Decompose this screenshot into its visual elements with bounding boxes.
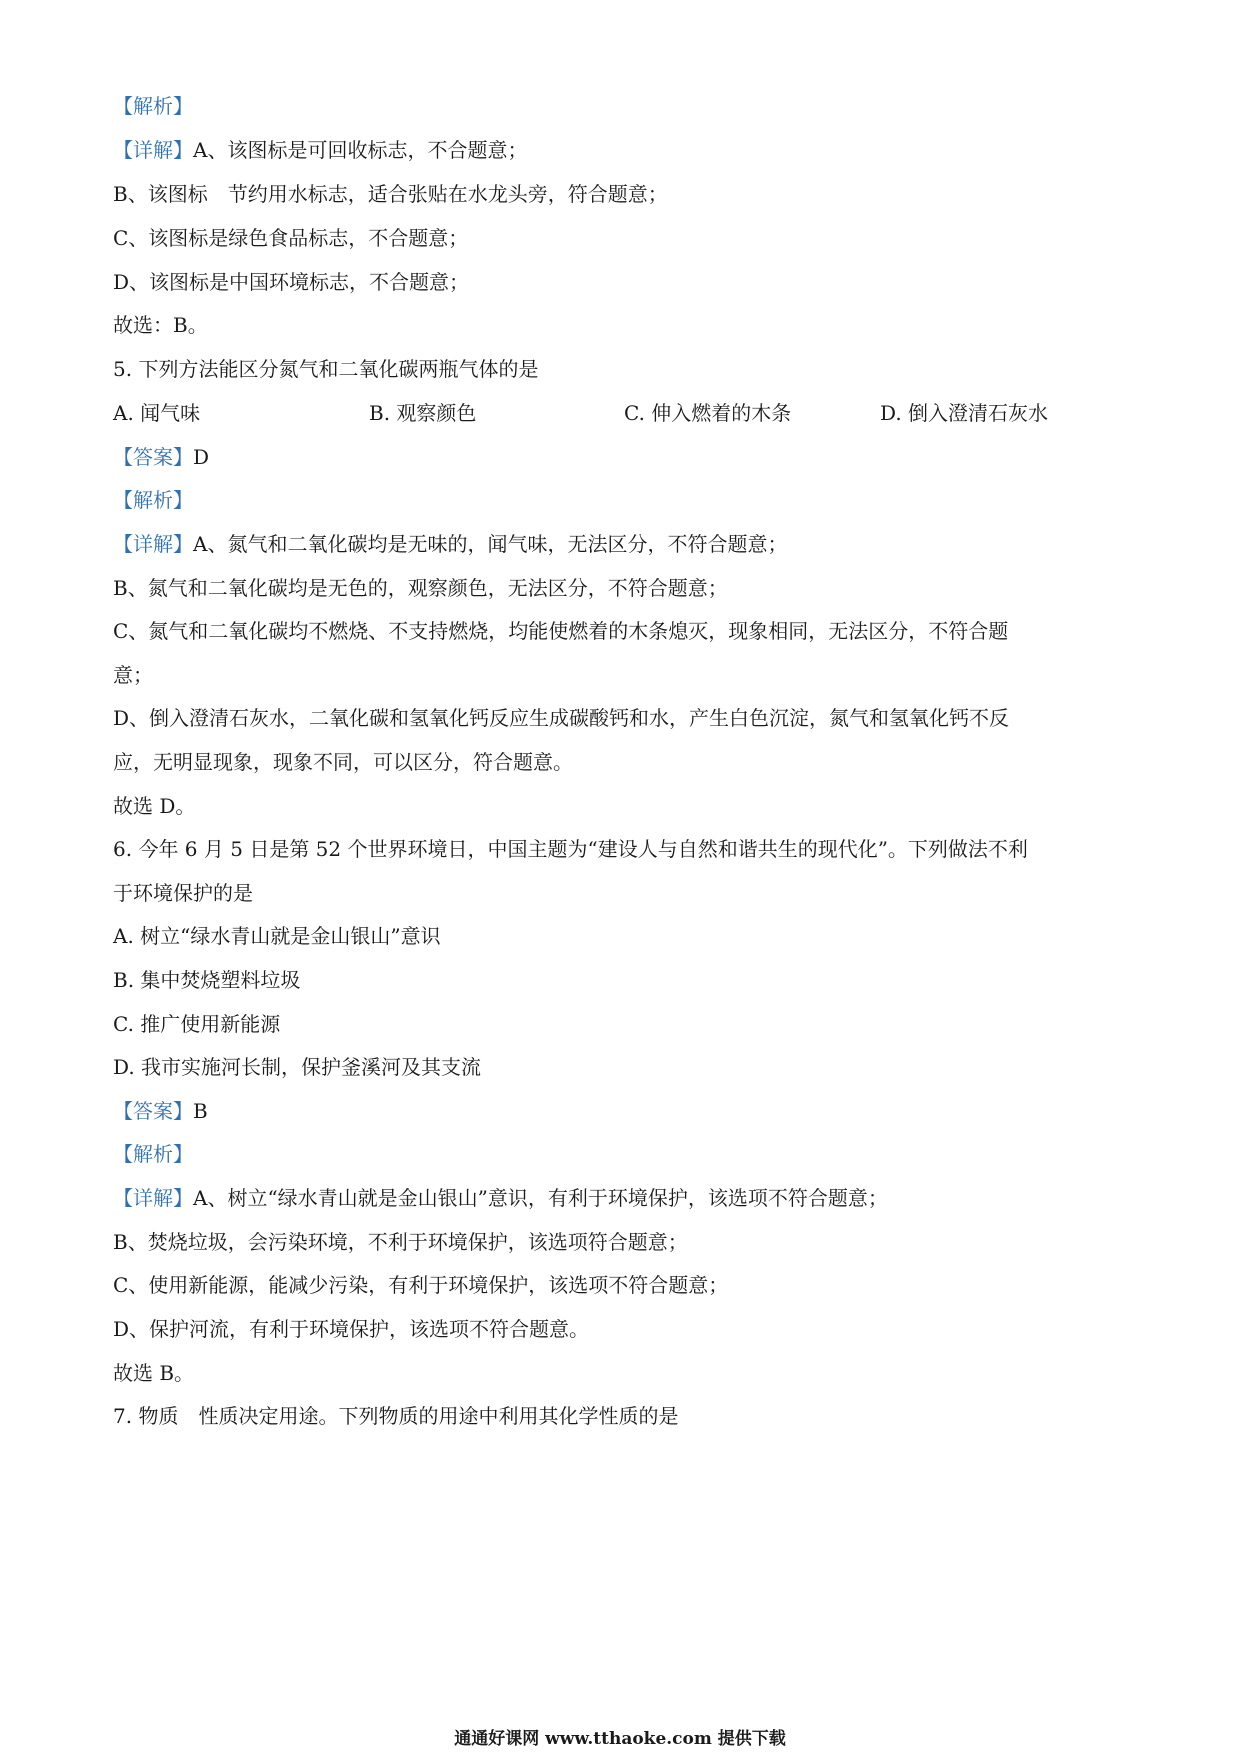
section-tag: 【解析】: [113, 94, 193, 118]
option-item: A. 闻气味: [113, 401, 201, 425]
line-text: B、焚烧垃圾，会污染环境，不利于环境保护，该选项符合题意；: [113, 1230, 688, 1254]
text-line: [113, 1271, 728, 1299]
option-item: C. 伸入燃着的木条: [624, 401, 792, 425]
text-line: [113, 311, 208, 339]
text-line: [113, 748, 573, 776]
text-line: [113, 574, 728, 602]
line-text: A、树立“绿水青山就是金山银山”意识，有利于环境保护，该选项不符合题意；: [193, 1186, 888, 1210]
text-line: [113, 922, 441, 950]
text-line: [113, 966, 300, 994]
line-text: 5. 下列方法能区分氮气和二氧化碳两瓶气体的是: [113, 357, 539, 381]
line-text: 故选 B。: [113, 1361, 195, 1385]
text-line: [113, 530, 787, 558]
text-line: [113, 792, 195, 820]
line-text: C、氮气和二氧化碳均不燃烧、不支持燃烧，均能使燃着的木条熄灭，现象相同，无法区分，不符合题: [113, 619, 1009, 643]
text-line: [113, 835, 1028, 863]
line-text: 意；: [113, 663, 153, 687]
line-text: B. 集中焚烧塑料垃圾: [113, 968, 301, 992]
text-line: [113, 661, 153, 689]
line-text: D、该图标是中国环境标志，不合题意；: [113, 270, 470, 294]
line-text: A. 树立“绿水青山就是金山银山”意识: [113, 924, 441, 948]
text-line: [113, 1184, 888, 1212]
line-text: C. 推广使用新能源: [113, 1012, 281, 1036]
page-footer: 通通好课网 www.tthaoke.com 提供下载: [454, 1729, 786, 1749]
section-tag: 【详解】: [113, 138, 193, 162]
text-line: [113, 486, 193, 514]
text-line: [113, 879, 253, 907]
text-line: [113, 443, 209, 471]
line-text: D、倒入澄清石灰水，二氧化碳和氢氧化钙反应生成碳酸钙和水，产生白色沉淀，氮气和氢氧化钙不反: [113, 706, 1010, 730]
line-text: 应，无明显现象，现象不同，可以区分，符合题意。: [113, 750, 573, 774]
text-line: [113, 704, 1009, 732]
text-line: [113, 1359, 194, 1387]
section-tag: 【详解】: [113, 1186, 193, 1210]
text-line: [113, 180, 668, 208]
line-text: 6. 今年 6 月 5 日是第 52 个世界环境日，中国主题为“建设人与自然和谐共生的现代化”。下列做法不利: [113, 837, 1028, 861]
text-line: [113, 355, 538, 383]
text-line: [113, 1315, 589, 1343]
text-line: [113, 1402, 678, 1430]
text-line: [113, 1097, 208, 1125]
text-line: [113, 1140, 193, 1168]
section-tag: 【解析】: [113, 1142, 193, 1166]
section-tag: 【答案】: [113, 1099, 193, 1123]
line-text: B、该图标 节约用水标志，适合张贴在水龙头旁，符合题意；: [113, 182, 668, 206]
text-line: [113, 136, 527, 164]
option-item: D. 倒入澄清石灰水: [880, 401, 1049, 425]
text-line: [113, 1228, 688, 1256]
line-text: 7. 物质 性质决定用途。下列物质的用途中利用其化学性质的是: [113, 1404, 679, 1428]
line-text: B、氮气和二氧化碳均是无色的，观察颜色，无法区分，不符合题意；: [113, 576, 728, 600]
line-text: 故选 D。: [113, 794, 196, 818]
line-text: C、使用新能源，能减少污染，有利于环境保护，该选项不符合题意；: [113, 1273, 729, 1297]
line-text: D: [193, 445, 210, 469]
line-text: 于环境保护的是: [113, 881, 253, 905]
line-text: 故选：B。: [113, 313, 208, 337]
text-line: [113, 92, 193, 120]
section-tag: 【详解】: [113, 532, 193, 556]
line-text: A、氮气和二氧化碳均是无味的，闻气味，无法区分，不符合题意；: [193, 532, 788, 556]
text-line: [113, 1053, 481, 1081]
line-text: A、该图标是可回收标志，不合题意；: [193, 138, 528, 162]
option-item: B. 观察颜色: [369, 401, 477, 425]
section-tag: 【解析】: [113, 488, 193, 512]
text-line: [113, 617, 1008, 645]
text-line: [113, 224, 468, 252]
text-line: [113, 268, 469, 296]
line-text: D、保护河流，有利于环境保护，该选项不符合题意。: [113, 1317, 590, 1341]
line-text: B: [193, 1099, 208, 1123]
line-text: D. 我市实施河长制，保护釜溪河及其支流: [113, 1055, 482, 1079]
section-tag: 【答案】: [113, 445, 193, 469]
text-line: [113, 1010, 280, 1038]
line-text: C、该图标是绿色食品标志，不合题意；: [113, 226, 469, 250]
